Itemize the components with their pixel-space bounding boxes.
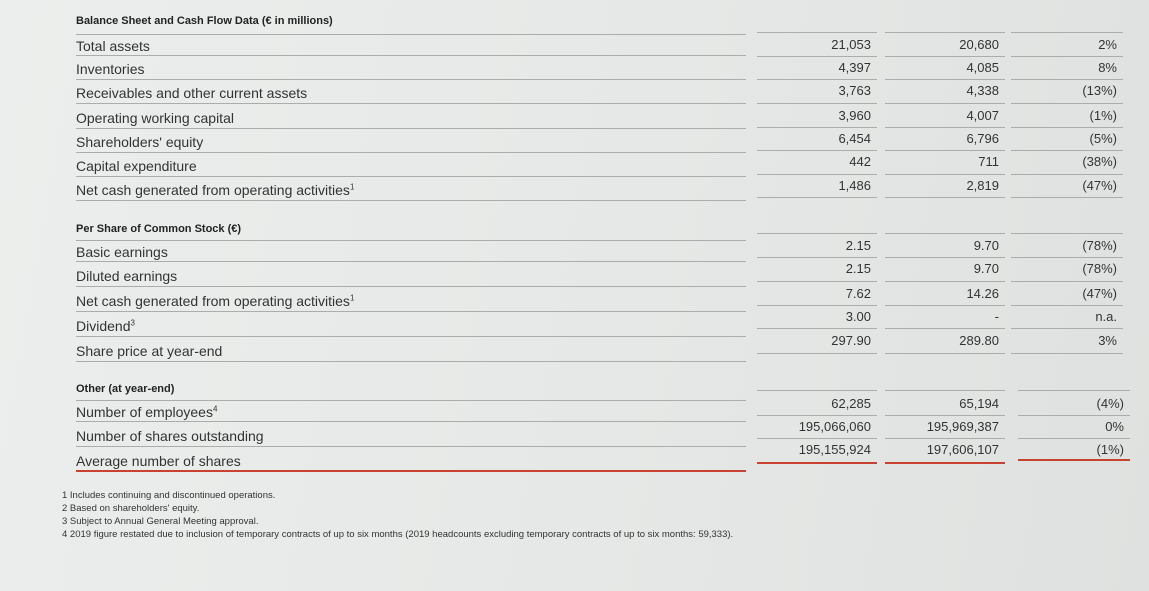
row-label: Net cash generated from operating activities$^1$ — [76, 179, 746, 201]
value-2020: 195,066,060 — [798, 419, 871, 434]
value-2020: 297.90 — [831, 333, 871, 348]
value-change: 0% — [1105, 419, 1124, 434]
footnote-ref: 3 — [130, 318, 135, 328]
footnote-ref: 1 — [349, 293, 355, 303]
value-2019: 197,606,107 — [926, 442, 999, 457]
footnote-2: 2 Based on shareholders' equity. — [62, 503, 200, 514]
value-change: n.a. — [1095, 309, 1117, 324]
value-2020: 4,397 — [838, 60, 871, 75]
value-2020: 2.15 — [845, 261, 871, 276]
value-change: (47%) — [1082, 178, 1117, 193]
value-change: (38%) — [1082, 154, 1117, 169]
row-label: Total assets — [76, 34, 746, 56]
value-2019: - — [994, 309, 999, 324]
value-change: (13%) — [1082, 83, 1117, 98]
value-2019: 9.70 — [973, 261, 999, 276]
row-label: Number of shares outstanding — [76, 425, 746, 447]
row-label: Number of employees$^4$ — [76, 400, 746, 422]
value-2020: 21,053 — [831, 37, 871, 52]
value-2020: 1,486 — [838, 178, 871, 193]
value-change: 3% — [1098, 333, 1117, 348]
row-label: Diluted earnings — [76, 265, 746, 287]
value-2019: 6,796 — [966, 131, 999, 146]
value-change: (47%) — [1082, 286, 1117, 301]
footnote-3: 3 Subject to Annual General Meeting approval. — [62, 516, 259, 527]
value-2019: 289.80 — [959, 333, 999, 348]
row-label: Inventories — [76, 58, 746, 80]
value-change: (1%) — [1089, 108, 1117, 123]
value-2019: 4,007 — [966, 108, 999, 123]
row-label: Net cash generated from operating activities$^1$ — [76, 290, 746, 312]
value-2020: 62,285 — [831, 396, 871, 411]
value-2019: 4,085 — [966, 60, 999, 75]
value-2020: 3,763 — [838, 83, 871, 98]
value-change: 8% — [1098, 60, 1117, 75]
row-label: Dividend$^3$ — [76, 315, 746, 337]
value-2019: 195,969,387 — [926, 419, 999, 434]
value-2020: 3,960 — [838, 108, 871, 123]
value-2020: 442 — [849, 154, 871, 169]
value-change: (4%) — [1096, 396, 1124, 411]
row-label: Capital expenditure — [76, 155, 746, 177]
value-2019: 9.70 — [973, 238, 999, 253]
footnote-ref: 1 — [349, 182, 355, 192]
row-label: Shareholders' equity — [76, 131, 746, 153]
value-change: (1%) — [1096, 442, 1124, 457]
row-label: Receivables and other current assets — [76, 82, 746, 104]
value-2019: 65,194 — [959, 396, 999, 411]
row-label: Share price at year-end — [76, 340, 746, 362]
footnote-ref: 4 — [212, 404, 218, 414]
row-label: Average number of shares — [76, 450, 746, 472]
value-change: (78%) — [1082, 238, 1117, 253]
value-change: (5%) — [1089, 131, 1117, 146]
value-2019: 20,680 — [959, 37, 999, 52]
value-2020: 7.62 — [845, 286, 871, 301]
value-2020: 195,155,924 — [798, 442, 871, 457]
value-2020: 6,454 — [838, 131, 871, 146]
row-label: Basic earnings — [76, 240, 746, 262]
footnote-4: 4 2019 figure restated due to inclusion of temporary contracts of up to six months (2019 headcounts excluding temporary contracts of up to six months: 59,333). — [62, 529, 734, 540]
section-title-per-share: Per Share of Common Stock (€) — [76, 223, 242, 235]
section-title-other: Other (at year-end) — [76, 383, 175, 395]
value-2019: 4,338 — [966, 83, 999, 98]
value-2020: 3.00 — [845, 309, 871, 324]
value-2019: 711 — [978, 154, 999, 169]
value-2019: 14.26 — [966, 286, 999, 301]
footnote-1: 1 Includes continuing and discontinued operations. — [62, 490, 276, 501]
value-change: 2% — [1098, 37, 1117, 52]
value-change: (78%) — [1082, 261, 1117, 276]
section-title-balance-sheet: Balance Sheet and Cash Flow Data (€ in millions) — [76, 15, 333, 27]
value-2020: 2.15 — [845, 238, 871, 253]
row-label: Operating working capital — [76, 107, 746, 129]
value-2019: 2,819 — [966, 178, 999, 193]
